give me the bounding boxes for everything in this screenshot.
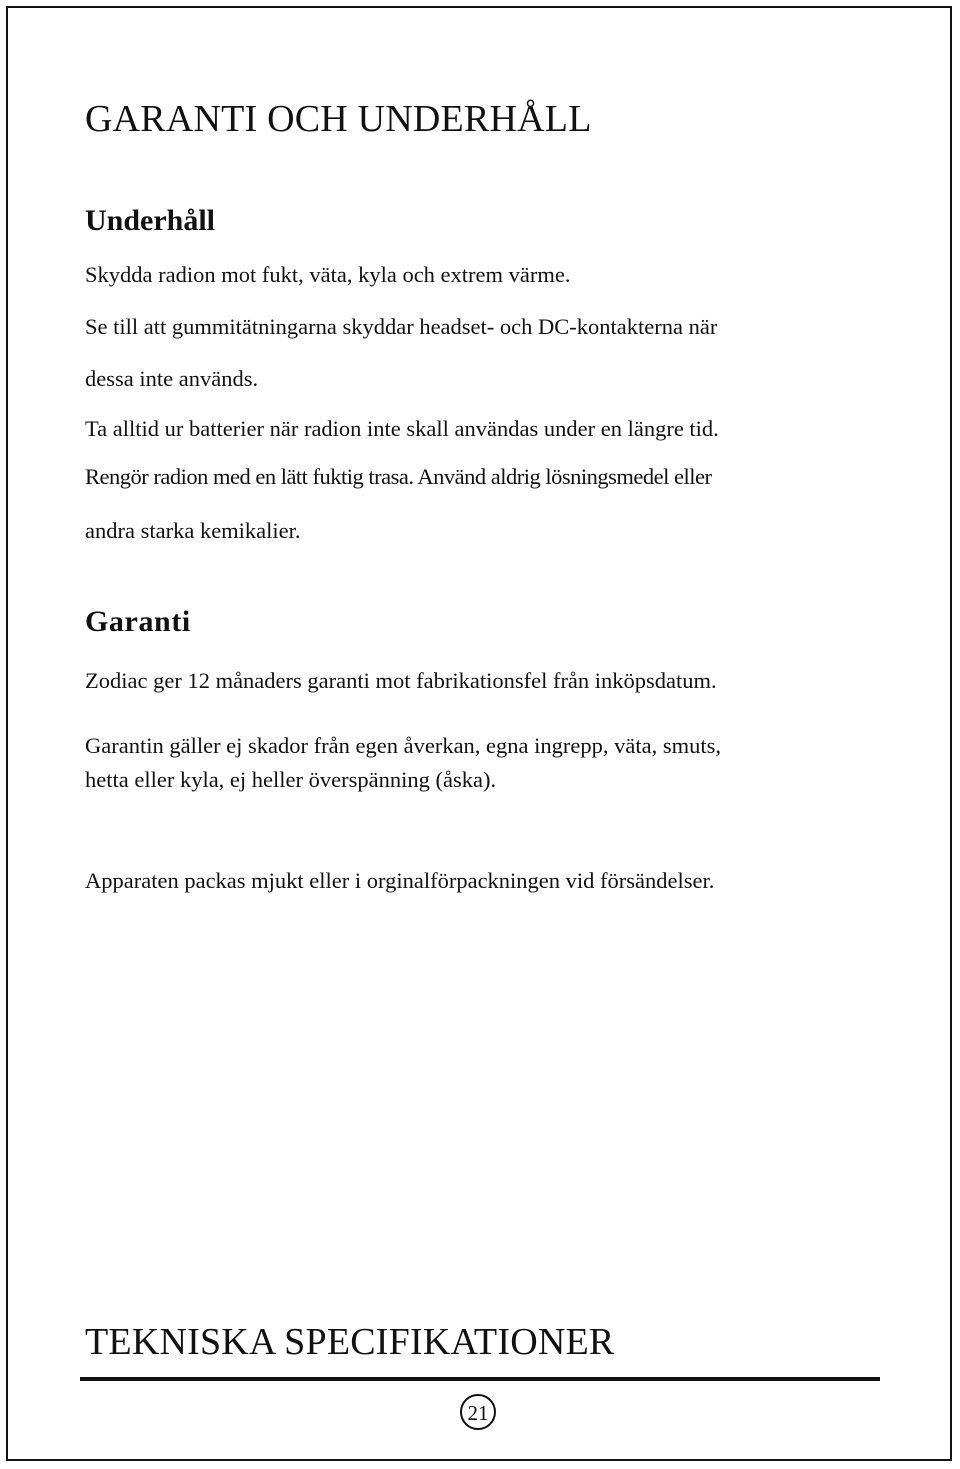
maintenance-line-4: Ta alltid ur batterier när radion inte skall användas under en längre tid.	[85, 416, 719, 441]
maintenance-line-3: dessa inte används.	[85, 366, 259, 391]
maintenance-line-5: Rengör radion med en lätt fuktig trasa. Använd aldrig lösningsmedel eller	[85, 464, 712, 489]
page-number: 21	[460, 1394, 496, 1430]
section-title-warranty-maintenance: GARANTI OCH UNDERHÅLL	[85, 98, 592, 140]
warranty-heading: Garanti	[85, 605, 191, 638]
section-title-technical-specifications: TEKNISKA SPECIFIKATIONER	[85, 1321, 615, 1363]
maintenance-line-1: Skydda radion mot fukt, väta, kyla och extrem värme.	[85, 262, 571, 287]
warranty-line-1: Zodiac ger 12 månaders garanti mot fabrikationsfel från inköpsdatum.	[85, 668, 717, 693]
warranty-line-4: Apparaten packas mjukt eller i orginalförpackningen vid försändelser.	[85, 868, 715, 893]
maintenance-line-6: andra starka kemikalier.	[85, 518, 301, 543]
warranty-line-3: hetta eller kyla, ej heller överspänning (åska).	[85, 767, 497, 792]
warranty-line-2: Garantin gäller ej skador från egen åverkan, egna ingrepp, väta, smuts,	[85, 733, 721, 758]
footer-rule	[80, 1377, 880, 1381]
maintenance-heading: Underhåll	[85, 204, 216, 237]
maintenance-line-2: Se till att gummitätningarna skyddar headset- och DC-kontakterna när	[85, 314, 718, 339]
